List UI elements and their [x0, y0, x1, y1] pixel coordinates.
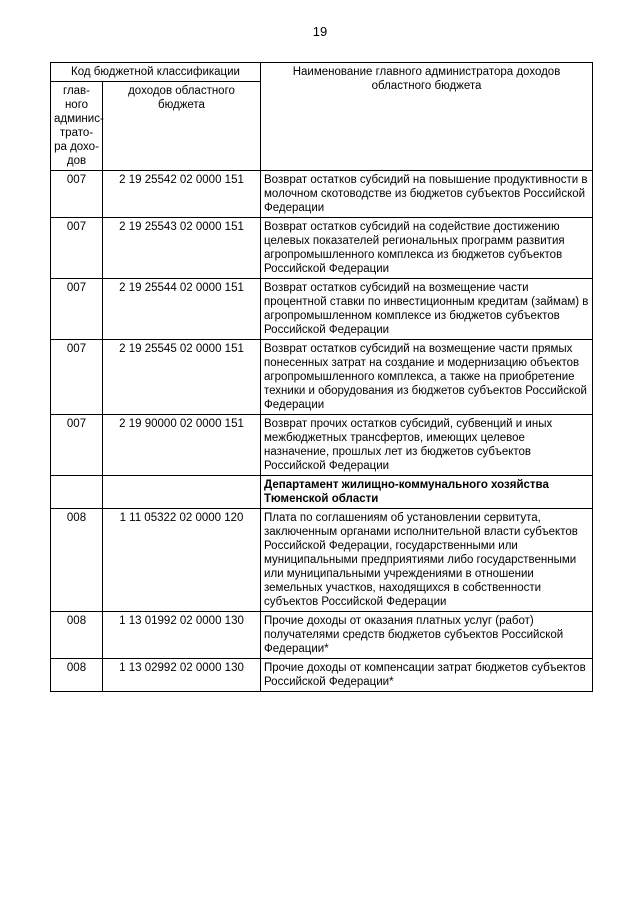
income-code: 2 19 90000 02 0000 151 — [103, 415, 261, 476]
admin-code: 008 — [51, 612, 103, 659]
table-row — [51, 340, 593, 415]
admin-code: 008 — [51, 659, 103, 692]
income-code: 2 19 25544 02 0000 151 — [103, 279, 261, 340]
table-row — [51, 612, 593, 659]
admin-code: 007 — [51, 279, 103, 340]
table-row — [51, 218, 593, 279]
header-regional-income: доходов областного бюджета — [103, 82, 261, 171]
header-main-administrator: глав- ного админис- трато- ра дохо- дов — [51, 82, 103, 171]
table-header-row-group — [51, 63, 593, 82]
income-code: 2 19 25543 02 0000 151 — [103, 218, 261, 279]
admin-code: 008 — [51, 509, 103, 612]
table-row — [51, 509, 593, 612]
income-name: Возврат остатков субсидий на повышение продуктивности в молочном скотоводстве из бюджетов субъектов Российской Федерации — [261, 171, 593, 218]
page-number: 19 — [312, 24, 328, 39]
income-code: 2 19 25545 02 0000 151 — [103, 340, 261, 415]
header-budget-classification-code: Код бюджетной классификации — [51, 63, 261, 82]
header-administrator-name: Наименование главного администратора доходов областного бюджета — [261, 63, 593, 171]
budget-classification-table — [50, 62, 593, 692]
department-code-empty — [103, 476, 261, 509]
table-row — [51, 415, 593, 476]
department-title: Департамент жилищно-коммунального хозяйства Тюменской области — [261, 476, 593, 509]
income-name: Возврат остатков субсидий на содействие достижению целевых показателей региональных программ развития агропромышленного комплекса из бюджетов субъектов Российской Федерации — [261, 218, 593, 279]
admin-code: 007 — [51, 415, 103, 476]
department-row — [51, 476, 593, 509]
department-admin-empty — [51, 476, 103, 509]
income-name: Плата по соглашениям об установлении сервитута, заключенным органами исполнительной власти субъектов Российской Федерации, государственными или муниципальными предприятиями либо государственными или муниципальными учреждениями в отношении земельных участков, находящихся в собственности субъектов Российской Федерации — [261, 509, 593, 612]
admin-code: 007 — [51, 340, 103, 415]
income-name: Возврат прочих остатков субсидий, субвенций и иных межбюджетных трансфертов, имеющих целевое назначение, прошлых лет из бюджетов субъектов Российской Федерации — [261, 415, 593, 476]
income-code: 1 13 02992 02 0000 130 — [103, 659, 261, 692]
income-name: Прочие доходы от оказания платных услуг (работ) получателями средств бюджетов субъектов Российской Федерации* — [261, 612, 593, 659]
income-name: Возврат остатков субсидий на возмещение части прямых понесенных затрат на создание и модернизацию объектов агропромышленного комплекса, а также на приобретение техники и оборудования из бюджетов субъектов Российской Федерации — [261, 340, 593, 415]
income-code: 1 11 05322 02 0000 120 — [103, 509, 261, 612]
table-row — [51, 171, 593, 218]
income-name: Возврат остатков субсидий на возмещение части процентной ставки по инвестиционным кредитам (займам) в агропромышленном комплексе из бюджетов субъектов Российской Федерации — [261, 279, 593, 340]
admin-code: 007 — [51, 171, 103, 218]
income-code: 2 19 25542 02 0000 151 — [103, 171, 261, 218]
table-row — [51, 279, 593, 340]
income-name: Прочие доходы от компенсации затрат бюджетов субъектов Российской Федерации* — [261, 659, 593, 692]
table-row — [51, 659, 593, 692]
income-code: 1 13 01992 02 0000 130 — [103, 612, 261, 659]
admin-code: 007 — [51, 218, 103, 279]
